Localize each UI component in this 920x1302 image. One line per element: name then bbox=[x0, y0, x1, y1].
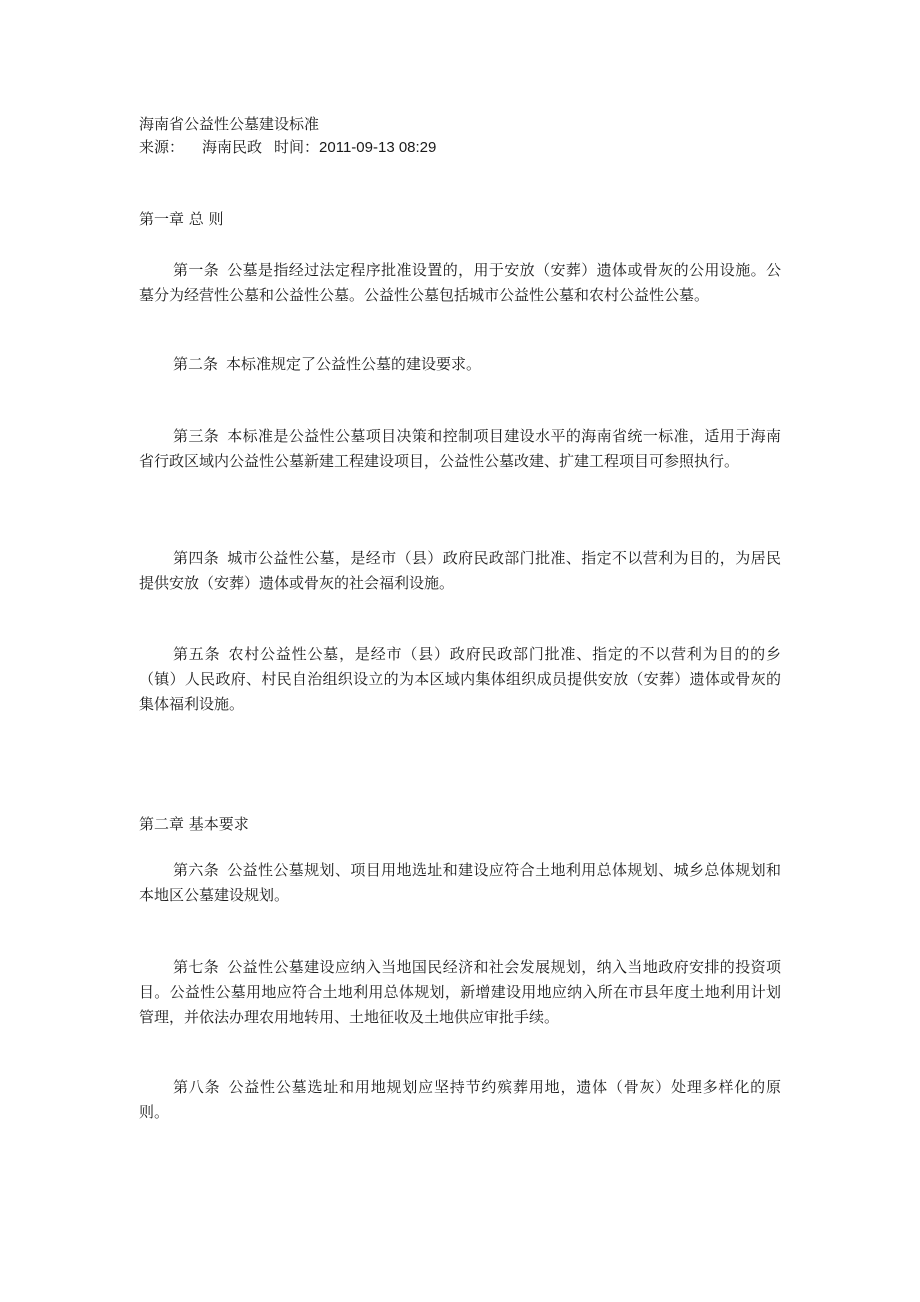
article-text: 本标准是公益性公墓项目决策和控制项目建设水平的海南省统一标准，适用于海南省行政区域内公益性公墓新建工程建设项目，公益性公墓改建、扩建工程项目可参照执行。 bbox=[139, 427, 781, 470]
article-text: 本标准规定了公益性公墓的建设要求。 bbox=[226, 355, 482, 373]
article-number: 第八条 bbox=[173, 1078, 221, 1096]
article-4 bbox=[139, 546, 781, 596]
article-number: 第一条 bbox=[173, 261, 220, 279]
article-text: 城市公益性公墓，是经市（县）政府民政部门批准、指定不以营利为目的，为居民提供安放（安葬）遗体或骨灰的社会福利设施。 bbox=[139, 549, 781, 592]
article-text: 公益性公墓建设应纳入当地国民经济和社会发展规划，纳入当地政府安排的投资项目。公益性公墓用地应符合土地利用总体规划，新增建设用地应纳入所在市县年度土地利用计划管理，并依法办理农用地转用、土地征收及土地供应审批手续。 bbox=[139, 958, 781, 1026]
article-3 bbox=[139, 424, 781, 474]
article-8 bbox=[139, 1075, 781, 1125]
time-value: 2011-09-13 08:29 bbox=[319, 139, 437, 156]
document-title: 海南省公益性公墓建设标准 bbox=[139, 115, 320, 133]
article-2 bbox=[139, 352, 781, 377]
document-meta bbox=[139, 136, 436, 159]
time-label: 时间： bbox=[274, 138, 320, 156]
article-6 bbox=[139, 858, 781, 908]
chapter-2-heading: 第二章 基本要求 bbox=[139, 815, 249, 833]
article-number: 第五条 bbox=[173, 645, 221, 663]
article-number: 第六条 bbox=[173, 861, 220, 879]
article-number: 第七条 bbox=[173, 958, 220, 976]
article-text: 公益性公墓规划、项目用地选址和建设应符合土地利用总体规划、城乡总体规划和本地区公墓建设规划。 bbox=[139, 861, 781, 904]
source-value: 海南民政 bbox=[202, 138, 263, 156]
article-number: 第二条 bbox=[173, 355, 219, 373]
article-1 bbox=[139, 258, 781, 308]
article-5 bbox=[139, 642, 781, 717]
article-number: 第三条 bbox=[173, 427, 220, 445]
source-label: 来源： bbox=[139, 138, 185, 156]
article-text: 农村公益性公墓，是经市（县）政府民政部门批准、指定的不以营利为目的的乡（镇）人民政府、村民自治组织设立的为本区域内集体组织成员提供安放（安葬）遗体或骨灰的集体福利设施。 bbox=[139, 645, 781, 713]
article-text: 公墓是指经过法定程序批准设置的，用于安放（安葬）遗体或骨灰的公用设施。公墓分为经营性公墓和公益性公墓。公益性公墓包括城市公益性公墓和农村公益性公墓。 bbox=[139, 261, 781, 304]
article-text: 公益性公墓选址和用地规划应坚持节约殡葬用地，遗体（骨灰）处理多样化的原则。 bbox=[139, 1078, 781, 1121]
article-7 bbox=[139, 955, 781, 1030]
chapter-1-heading: 第一章 总 则 bbox=[139, 210, 224, 228]
article-number: 第四条 bbox=[173, 549, 220, 567]
